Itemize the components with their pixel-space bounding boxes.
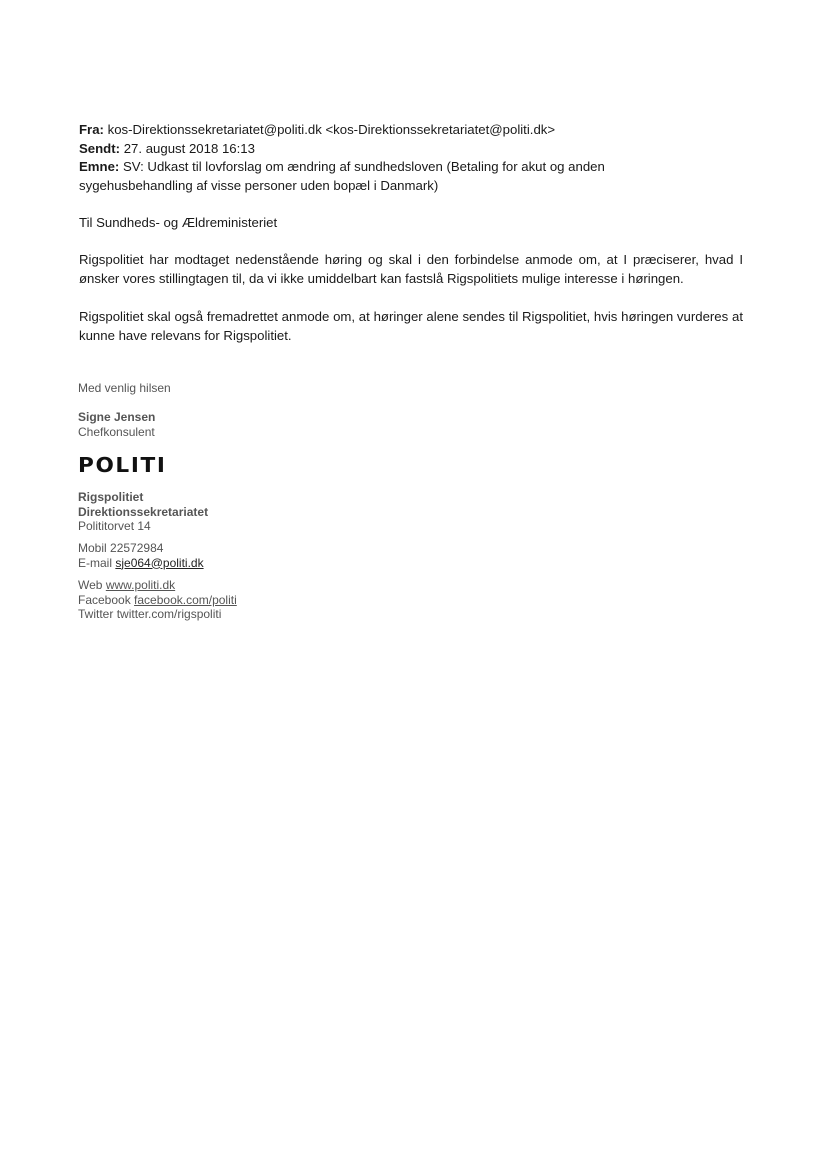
signer-block [78, 410, 155, 439]
web-line [78, 578, 237, 593]
web-label: Web [78, 578, 103, 592]
mobile-label: Mobil [78, 541, 107, 555]
from-label: Fra: [79, 122, 104, 137]
politi-logo: POLITI [78, 453, 167, 477]
twitter-label: Twitter [78, 607, 114, 621]
department: Direktionssekretariatet [78, 504, 209, 519]
sent-value: 27. august 2018 16:13 [123, 140, 255, 156]
facebook-label: Facebook [78, 592, 131, 607]
from-line [79, 121, 759, 140]
facebook-line [78, 593, 237, 608]
email-header [79, 121, 759, 195]
contact-block [78, 541, 204, 570]
subject-line [79, 158, 759, 177]
twitter-line [78, 607, 237, 622]
subject-line-2: sygehusbehandling af visse personer uden bopæl i Danmark) [79, 177, 439, 193]
greeting: Til Sundheds- og Ældreministeriet [79, 215, 278, 230]
web-link[interactable]: www.politi.dk [105, 578, 176, 592]
web-block [78, 578, 237, 622]
mobile-line [78, 541, 204, 556]
address: Polititorvet 14 [78, 519, 151, 533]
closing: Med venlig hilsen [78, 381, 171, 395]
facebook-link[interactable]: facebook.com/politi [134, 592, 237, 607]
email-line [78, 556, 204, 571]
signer-title: Chefkonsulent [78, 424, 155, 439]
email-link[interactable]: sje064@politi.dk [115, 555, 204, 570]
subject-label: Emne: [79, 159, 120, 174]
sent-label: Sendt: [79, 140, 121, 156]
sent-line [79, 140, 759, 159]
org-name: Rigspolitiet [78, 490, 144, 504]
signer-name: Signe Jensen [78, 410, 156, 424]
email-label: E-mail [78, 555, 113, 570]
body-paragraph-2: Rigspolitiet skal også fremadrettet anmode om, at høringer alene sendes til Rigspolitiet, hvis høringen vurderes at kunne have relevans for Rigspolitiet. [79, 309, 743, 343]
organization-block [78, 490, 208, 534]
subject-line-1: SV: Udkast til lovforslag om ændring af sundhedsloven (Betaling for akut og anden [122, 159, 605, 174]
from-value: kos-Direktionssekretariatet@politi.dk <kos-Direktionssekretariatet@politi.dk> [107, 122, 556, 137]
mobile-value: 22572984 [110, 541, 164, 555]
body-paragraph-1: Rigspolitiet har modtaget nedenstående høring og skal i den forbindelse anmode om, at I præciserer, hvad I ønsker vores stillingtagen til, da vi ikke umiddelbart kan fastslå Rigspolitiets mulige interesse i høringen. [79, 252, 743, 286]
twitter-link[interactable]: twitter.com/rigspoliti [116, 607, 222, 621]
